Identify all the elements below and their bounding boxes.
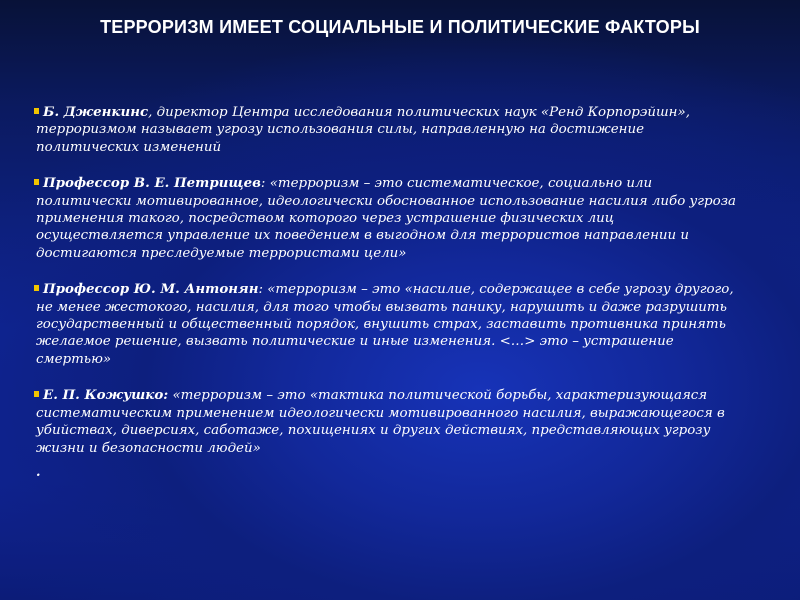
trailing-mark: . [36, 464, 41, 480]
bullet-icon [34, 108, 39, 114]
slide-title: ТЕРРОРИЗМ ИМЕЕТ СОЦИАЛЬНЫЕ И ПОЛИТИЧЕСКИЕ ФАКТОРЫ [100, 17, 700, 37]
definition-text: , директор Центра исследования политических наук «Ренд Корпорэйшн», терроризмом называет угрозу использования силы, направленную на достижение политических изменений [36, 105, 690, 155]
bullet-icon [34, 285, 39, 291]
definition-text: «терроризм – это «тактика политической борьбы, характеризующаяся систематическим применением идеологически мотивированного насилия, выражающегося в убийствах, диверсиях, саботаже, похищениях и других действиях, представляющих угрозу жизни и безопасности людей» [36, 388, 725, 456]
definition-antonyan [36, 281, 740, 368]
bullet-icon [34, 391, 39, 397]
definition-petrishchev [36, 175, 740, 262]
definition-text: : «терроризм – это систематическое, социально или политически мотивированное, идеологически обоснованное использование насилия либо угроза применения такого, посредством которого через устрашение физических лиц осуществляется управление их поведением в выгодном для террористов направлении и достигаются преследуемые террористами цели» [36, 176, 736, 261]
definition-kozhushko [36, 387, 740, 457]
author-name: Б. Дженкинс [43, 104, 149, 120]
slide-content [36, 104, 740, 478]
author-name: Профессор В. Е. Петрищев [43, 175, 261, 192]
definition-jenkins [36, 104, 740, 156]
author-name: Профессор Ю. М. Антонян [43, 281, 259, 298]
definition-text: : «терроризм – это «насилие, содержащее в себе угрозу другого, не менее жестокого, насилия, для того чтобы вызвать панику, нарушить и даже разрушить государственный и общественный порядок, внушить страх, заставить противника принять желаемое решение, вызвать политические и иные изменения. <…> это – устрашение смертью» [36, 282, 734, 367]
bullet-icon [34, 179, 39, 185]
author-name: Е. П. Кожушко: [43, 387, 169, 404]
